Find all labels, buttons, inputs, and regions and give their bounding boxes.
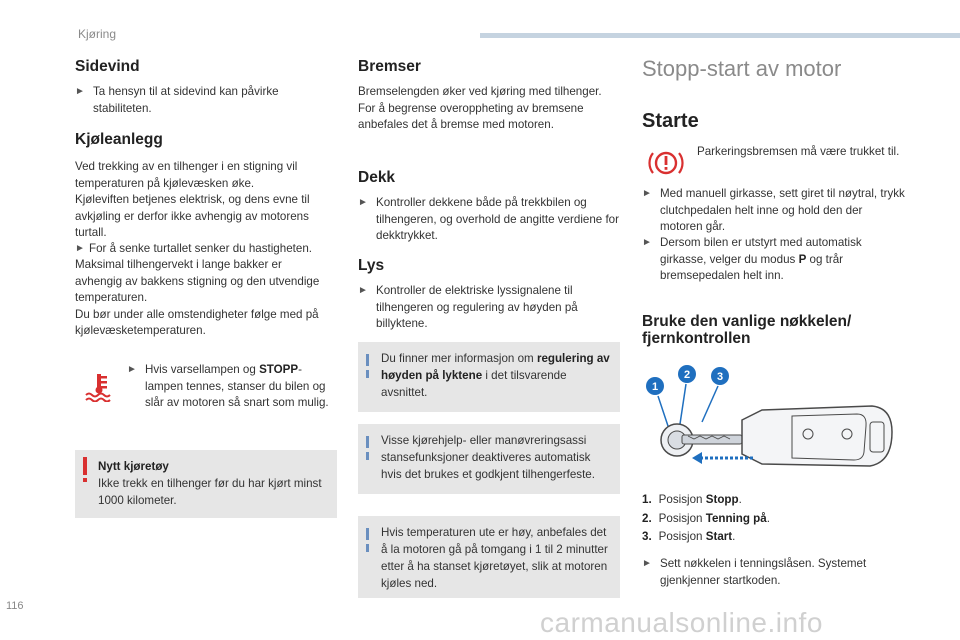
- position-num: 1.: [642, 493, 652, 506]
- warning-bullet: [127, 362, 332, 412]
- info-box-text: Hvis temperaturen ute er høy, anbefales det å la motoren gå på tomgang i 1 til 2 minutter etter å ha stanset kjøretøyet, slik at motoren kjøles ned.: [381, 526, 608, 590]
- position-post: .: [738, 493, 742, 506]
- exclamation-icon: [83, 457, 88, 485]
- header-bar: [480, 33, 960, 38]
- nytt-kjoretoy-title: Nytt kjøretøy: [98, 460, 169, 473]
- position-marker-3: [711, 367, 729, 385]
- sidevind-heading: Sidevind: [75, 58, 140, 75]
- maks-line: Du bør under alle omstendigheter følge med på: [75, 307, 319, 321]
- info-icon: [366, 528, 369, 540]
- dekk-bullet-text: Kontroller dekkene både på trekkbilen og tilhengeren, og overhold de angitte verdiene for dekktrykket.: [376, 196, 619, 242]
- info-icon: [366, 354, 369, 366]
- position-marker-label: 2: [683, 369, 691, 381]
- dekk-heading: Dekk: [358, 169, 396, 186]
- nytt-kjoretoy-content: [98, 458, 327, 509]
- kjoleanlegg-line: Kjøleviften betjenes elektrisk, og dens evne til: [75, 193, 310, 206]
- bullet-arrow-icon: ►: [75, 243, 85, 254]
- nokkel-heading: [642, 313, 851, 347]
- lys-bullet-text: Kontroller de elektriske lyssignalene til tilhengeren og regulering av høyden på billyktene.: [376, 284, 578, 330]
- bullet-arrow-icon: ►: [642, 558, 652, 569]
- warning-text-bold: STOPP: [259, 363, 299, 376]
- kjoleanlegg-line: turtall.: [75, 226, 107, 239]
- position-marker-label: 3: [716, 371, 724, 383]
- bullet-arrow-icon: ►: [642, 188, 652, 199]
- key-ignition-diagram: [642, 362, 902, 487]
- lys-heading: Lys: [358, 257, 385, 274]
- final-bullet: [642, 556, 907, 589]
- parking-brake-warning-icon: [648, 146, 684, 180]
- kjoleanlegg-line: temperaturen på kjølevæsken øke.: [75, 176, 255, 190]
- watermark-url: carmanualsonline.info: [540, 607, 823, 638]
- position-bold: Tenning på: [705, 511, 767, 525]
- parking-brake-text: Parkeringsbremsen må være trukket til.: [697, 145, 900, 158]
- maks-line: kjølevæsketemperaturen.: [75, 324, 206, 337]
- sidevind-bullet-text: Ta hensyn til at sidevind kan påvirke stabiliteten.: [93, 85, 279, 115]
- position-bold: Stopp: [705, 493, 739, 506]
- info-icon: [366, 436, 369, 448]
- info-box-text: Visse kjørehjelp- eller manøvreringsassi stansefunksjoner deaktiveres automatisk hvis det brukes et godkjent tilhengerfeste.: [381, 434, 595, 481]
- position-marker-1: [646, 377, 664, 395]
- position-post: .: [732, 530, 736, 543]
- turtall-bullet-text: For å senke turtallet senker du hastigheten.: [89, 242, 312, 255]
- nokkel-heading-line: Bruke den vanlige nøkkelen/: [642, 313, 852, 330]
- final-bullet-text: Sett nøkkelen i tenningslåsen. Systemet gjenkjenner startkoden.: [660, 557, 867, 587]
- bullet-arrow-icon: ►: [358, 285, 368, 296]
- maks-line: temperaturen.: [75, 291, 148, 304]
- maks-paragraph: [75, 257, 337, 340]
- info1-pre: Du finner mer informasjon om: [381, 352, 537, 365]
- position-item: [642, 491, 907, 510]
- position-item: [642, 510, 907, 529]
- info-box-lyktene: [358, 342, 620, 412]
- info-icon-stem: [366, 370, 369, 378]
- bremser-paragraph: Bremselengden øker ved kjøring med tilhenger. For å begrense overoppheting av bremsene anbefales det å bremse med motoren.: [358, 85, 602, 131]
- info-box-kjorehjelp: [358, 424, 620, 494]
- starte-heading: Starte: [642, 110, 699, 132]
- kjoleanlegg-line: avkjøling er derfor ikke avhengig av motorens: [75, 209, 309, 223]
- position-marker-label: 1: [651, 381, 659, 393]
- info-box-text: [381, 350, 610, 401]
- info-icon-stem: [366, 452, 369, 460]
- nytt-kjoretoy-box: [75, 450, 337, 518]
- manual-gearbox-bullet: [642, 186, 907, 236]
- sidevind-bullet: [75, 84, 325, 117]
- bremser-heading: Bremser: [358, 58, 421, 75]
- position-pre: Posisjon: [658, 493, 706, 506]
- manual-gearbox-text: Med manuell girkasse, sett giret til nøytral, trykk clutchpedalen helt inne og hold den der motoren går.: [660, 187, 905, 233]
- warning-text-pre: Hvis varsellampen og: [145, 363, 260, 376]
- position-item: [642, 528, 907, 547]
- bullet-arrow-icon: ►: [127, 364, 137, 375]
- kjoleanlegg-heading: Kjøleanlegg: [75, 131, 163, 148]
- maks-line: Maksimal tilhengervekt i lange bakker er: [75, 258, 282, 271]
- position-pre: Posisjon: [658, 530, 706, 543]
- info-box-temperatur: [358, 516, 620, 598]
- position-num: 3.: [642, 530, 652, 543]
- auto-text-post: og trår bremsepedalen helt inn.: [660, 252, 844, 282]
- bullet-arrow-icon: ►: [642, 237, 652, 248]
- position-post: .: [766, 511, 770, 525]
- warning-text-post: -lampen tennes, stanser du bilen og slår av motoren så snart som mulig.: [145, 363, 329, 409]
- kjoleanlegg-line: Ved trekking av en tilhenger i en stigning vil: [75, 160, 298, 173]
- bullet-arrow-icon: ►: [75, 86, 85, 97]
- bullet-arrow-icon: ►: [358, 197, 368, 208]
- turtall-bullet: [75, 241, 337, 258]
- page-number: 116: [6, 600, 24, 612]
- maks-line: avhengig av bakkens stigning og den utvendige: [75, 274, 320, 288]
- coolant-temperature-warning-icon: [84, 372, 114, 402]
- auto-text-bold: P: [798, 252, 807, 266]
- nytt-kjoretoy-text: Ikke trekk en tilhenger før du har kjørt minst 1000 kilometer.: [98, 477, 322, 507]
- position-bold: Start: [705, 530, 733, 543]
- positions-list: [642, 491, 907, 547]
- kjoleanlegg-paragraph: [75, 159, 337, 242]
- info-icon-stem: [366, 544, 369, 552]
- page-title: Stopp-start av motor: [642, 56, 842, 81]
- nokkel-heading-line: fjernkontrollen: [642, 330, 751, 347]
- position-marker-2: [678, 365, 696, 383]
- lys-bullet: [358, 283, 620, 333]
- info1-bold: regulering av høyden på lyktene: [381, 352, 610, 382]
- auto-gearbox-bullet: [642, 235, 907, 285]
- info1-post: i det tilsvarende avsnittet.: [381, 369, 567, 399]
- position-num: 2.: [642, 511, 652, 525]
- position-pre: Posisjon: [658, 511, 706, 525]
- dekk-bullet: [358, 195, 620, 245]
- auto-text-pre: Dersom bilen er utstyrt med automatisk girkasse, velger du modus: [660, 236, 862, 266]
- header-section-label: Kjøring: [78, 27, 117, 41]
